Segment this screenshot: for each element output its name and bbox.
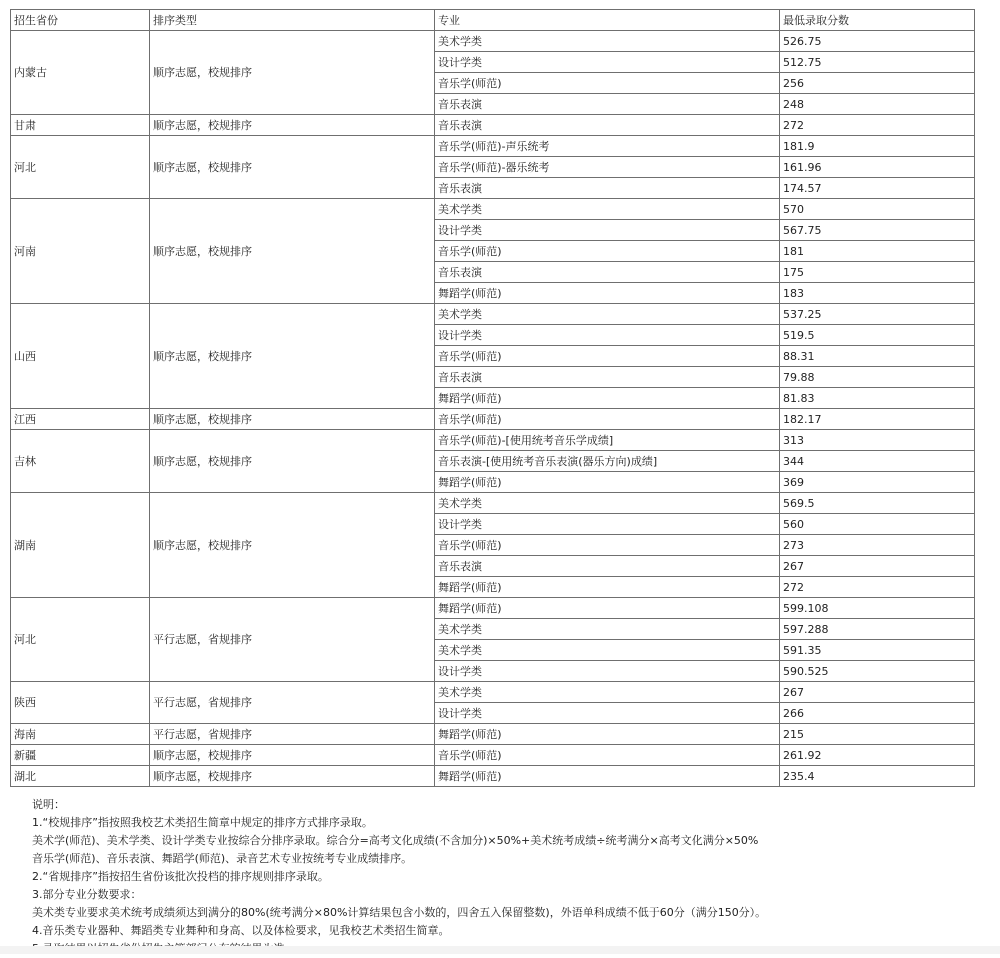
min-score-cell: 79.88 bbox=[780, 367, 975, 388]
major-cell: 舞蹈学(师范) bbox=[435, 388, 780, 409]
major-cell: 美术学类 bbox=[435, 304, 780, 325]
note-line: 音乐学(师范)、音乐表演、舞蹈学(师范)、录音艺术专业按统考专业成绩排序。 bbox=[32, 852, 413, 865]
major-cell: 音乐学(师范) bbox=[435, 745, 780, 766]
major-cell: 舞蹈学(师范) bbox=[435, 472, 780, 493]
sort-type-cell: 顺序志愿，校规排序 bbox=[150, 766, 435, 787]
table-row bbox=[11, 430, 975, 451]
major-cell: 音乐学(师范)-[使用统考音乐学成绩] bbox=[435, 430, 780, 451]
min-score-cell: 267 bbox=[780, 556, 975, 577]
major-cell: 音乐表演 bbox=[435, 367, 780, 388]
note-line: 美术类专业要求美术统考成绩须达到满分的80%(统考满分×80%计算结果包含小数的，四舍五入保留整数)，外语单科成绩不低于60分（满分150分）。 bbox=[32, 906, 767, 919]
min-score-cell: 81.83 bbox=[780, 388, 975, 409]
min-score-cell: 267 bbox=[780, 682, 975, 703]
min-score-cell: 248 bbox=[780, 94, 975, 115]
major-cell: 舞蹈学(师范) bbox=[435, 577, 780, 598]
table-row bbox=[11, 409, 975, 430]
major-cell: 美术学类 bbox=[435, 493, 780, 514]
table-body bbox=[11, 31, 975, 787]
min-score-cell: 313 bbox=[780, 430, 975, 451]
table-row bbox=[11, 115, 975, 136]
min-score-cell: 344 bbox=[780, 451, 975, 472]
min-score-cell: 537.25 bbox=[780, 304, 975, 325]
min-score-cell: 569.5 bbox=[780, 493, 975, 514]
major-cell: 音乐表演 bbox=[435, 178, 780, 199]
table-row bbox=[11, 136, 975, 157]
min-score-cell: 181 bbox=[780, 241, 975, 262]
major-cell: 美术学类 bbox=[435, 682, 780, 703]
sort-type-cell: 顺序志愿，校规排序 bbox=[150, 493, 435, 598]
province-cell: 江西 bbox=[11, 409, 150, 430]
min-score-cell: 512.75 bbox=[780, 52, 975, 73]
major-cell: 音乐学(师范) bbox=[435, 409, 780, 430]
major-cell: 音乐表演 bbox=[435, 556, 780, 577]
major-cell: 音乐表演 bbox=[435, 262, 780, 283]
major-cell: 设计学类 bbox=[435, 220, 780, 241]
major-cell: 音乐学(师范)-声乐统考 bbox=[435, 136, 780, 157]
table-row bbox=[11, 766, 975, 787]
min-score-cell: 175 bbox=[780, 262, 975, 283]
min-score-cell: 261.92 bbox=[780, 745, 975, 766]
note-line: 3.部分专业分数要求： bbox=[32, 888, 142, 901]
header-province: 招生省份 bbox=[11, 10, 150, 31]
notes-section bbox=[32, 796, 992, 958]
province-cell: 山西 bbox=[11, 304, 150, 409]
table-row bbox=[11, 304, 975, 325]
header-major: 专业 bbox=[435, 10, 780, 31]
note-line: 美术学(师范)、美术学类、设计学类专业按综合分排序录取。综合分=高考文化成绩(不含加分)×50%+美术统考成绩÷统考满分×高考文化满分×50% bbox=[32, 834, 759, 847]
min-score-cell: 215 bbox=[780, 724, 975, 745]
province-cell: 陕西 bbox=[11, 682, 150, 724]
header-min-score: 最低录取分数 bbox=[780, 10, 975, 31]
min-score-cell: 183 bbox=[780, 283, 975, 304]
notes-title: 说明： bbox=[32, 798, 65, 811]
province-cell: 海南 bbox=[11, 724, 150, 745]
major-cell: 设计学类 bbox=[435, 52, 780, 73]
min-score-cell: 560 bbox=[780, 514, 975, 535]
province-cell: 甘肃 bbox=[11, 115, 150, 136]
table-row bbox=[11, 31, 975, 52]
min-score-cell: 182.17 bbox=[780, 409, 975, 430]
min-score-cell: 273 bbox=[780, 535, 975, 556]
major-cell: 音乐学(师范) bbox=[435, 73, 780, 94]
min-score-cell: 181.9 bbox=[780, 136, 975, 157]
min-score-cell: 256 bbox=[780, 73, 975, 94]
major-cell: 舞蹈学(师范) bbox=[435, 598, 780, 619]
note-line: 1.“校规排序”指按照我校艺术类招生简章中规定的排序方式排序录取。 bbox=[32, 816, 373, 829]
min-score-cell: 369 bbox=[780, 472, 975, 493]
province-cell: 湖南 bbox=[11, 493, 150, 598]
major-cell: 音乐表演 bbox=[435, 115, 780, 136]
major-cell: 美术学类 bbox=[435, 199, 780, 220]
min-score-cell: 526.75 bbox=[780, 31, 975, 52]
min-score-cell: 174.57 bbox=[780, 178, 975, 199]
province-cell: 吉林 bbox=[11, 430, 150, 493]
major-cell: 美术学类 bbox=[435, 619, 780, 640]
min-score-cell: 272 bbox=[780, 115, 975, 136]
min-score-cell: 597.288 bbox=[780, 619, 975, 640]
major-cell: 音乐学(师范) bbox=[435, 241, 780, 262]
table-row bbox=[11, 493, 975, 514]
sort-type-cell: 平行志愿，省规排序 bbox=[150, 682, 435, 724]
table-row bbox=[11, 745, 975, 766]
table-row bbox=[11, 724, 975, 745]
table-header-row bbox=[11, 10, 975, 31]
sort-type-cell: 顺序志愿，校规排序 bbox=[150, 745, 435, 766]
major-cell: 设计学类 bbox=[435, 661, 780, 682]
note-line: 4.音乐类专业器种、舞蹈类专业舞种和身高、以及体检要求，见我校艺术类招生简章。 bbox=[32, 924, 450, 937]
major-cell: 音乐表演-[使用统考音乐表演(器乐方向)成绩] bbox=[435, 451, 780, 472]
major-cell: 美术学类 bbox=[435, 31, 780, 52]
province-cell: 河北 bbox=[11, 136, 150, 199]
min-score-cell: 591.35 bbox=[780, 640, 975, 661]
min-score-cell: 266 bbox=[780, 703, 975, 724]
note-line: 2.“省规排序”指按招生省份该批次投档的排序规则排序录取。 bbox=[32, 870, 329, 883]
min-score-cell: 590.525 bbox=[780, 661, 975, 682]
major-cell: 美术学类 bbox=[435, 640, 780, 661]
sort-type-cell: 顺序志愿，校规排序 bbox=[150, 199, 435, 304]
major-cell: 音乐学(师范) bbox=[435, 346, 780, 367]
major-cell: 音乐学(师范) bbox=[435, 535, 780, 556]
province-cell: 湖北 bbox=[11, 766, 150, 787]
sort-type-cell: 平行志愿，省规排序 bbox=[150, 724, 435, 745]
min-score-cell: 599.108 bbox=[780, 598, 975, 619]
admission-score-table bbox=[10, 9, 975, 787]
min-score-cell: 88.31 bbox=[780, 346, 975, 367]
province-cell: 河北 bbox=[11, 598, 150, 682]
major-cell: 音乐学(师范)-器乐统考 bbox=[435, 157, 780, 178]
major-cell: 音乐表演 bbox=[435, 94, 780, 115]
sort-type-cell: 顺序志愿，校规排序 bbox=[150, 136, 435, 199]
table-row bbox=[11, 199, 975, 220]
min-score-cell: 519.5 bbox=[780, 325, 975, 346]
header-sort-type: 排序类型 bbox=[150, 10, 435, 31]
table-row bbox=[11, 598, 975, 619]
sort-type-cell: 顺序志愿，校规排序 bbox=[150, 430, 435, 493]
min-score-cell: 570 bbox=[780, 199, 975, 220]
major-cell: 设计学类 bbox=[435, 514, 780, 535]
major-cell: 设计学类 bbox=[435, 325, 780, 346]
sort-type-cell: 平行志愿，省规排序 bbox=[150, 598, 435, 682]
major-cell: 设计学类 bbox=[435, 703, 780, 724]
major-cell: 舞蹈学(师范) bbox=[435, 283, 780, 304]
major-cell: 舞蹈学(师范) bbox=[435, 724, 780, 745]
min-score-cell: 567.75 bbox=[780, 220, 975, 241]
sort-type-cell: 顺序志愿，校规排序 bbox=[150, 304, 435, 409]
page-bottom-strip bbox=[0, 946, 1000, 954]
major-cell: 舞蹈学(师范) bbox=[435, 766, 780, 787]
sort-type-cell: 顺序志愿，校规排序 bbox=[150, 115, 435, 136]
province-cell: 河南 bbox=[11, 199, 150, 304]
province-cell: 新疆 bbox=[11, 745, 150, 766]
min-score-cell: 272 bbox=[780, 577, 975, 598]
min-score-cell: 161.96 bbox=[780, 157, 975, 178]
sort-type-cell: 顺序志愿，校规排序 bbox=[150, 31, 435, 115]
sort-type-cell: 顺序志愿，校规排序 bbox=[150, 409, 435, 430]
table-row bbox=[11, 682, 975, 703]
min-score-cell: 235.4 bbox=[780, 766, 975, 787]
province-cell: 内蒙古 bbox=[11, 31, 150, 115]
